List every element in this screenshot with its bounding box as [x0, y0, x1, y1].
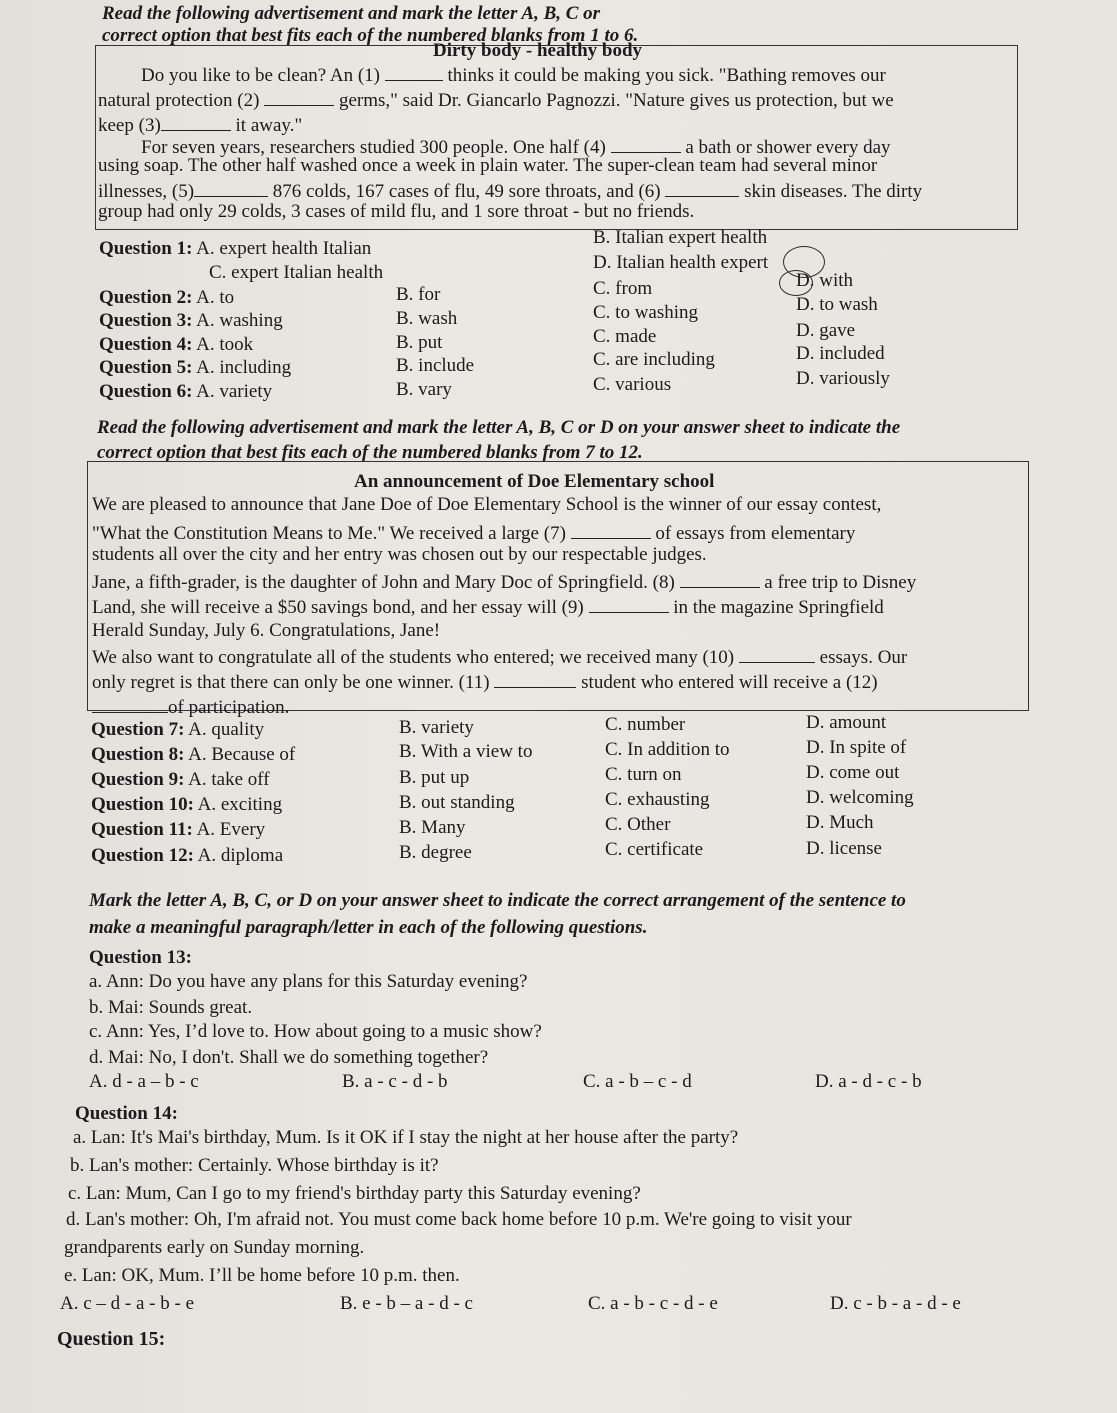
q12-option-c[interactable]: C. certificate	[605, 839, 704, 860]
q11-option-a[interactable]: A. Every	[196, 819, 266, 840]
q9-option-c[interactable]: C. turn on	[605, 764, 682, 785]
passage1-line6: illnesses, (5) 876 colds, 167 cases of flu, 49 sore throats, and (6) skin diseases. The dirty	[98, 177, 922, 203]
q14-line-b: b. Lan's mother: Certainly. Whose birthday is it?	[70, 1155, 439, 1176]
q12-option-d[interactable]: D. license	[806, 838, 882, 859]
q14-option-b[interactable]: B. e - b – a - d - c	[340, 1293, 473, 1314]
q6-label: Question 6:	[99, 381, 193, 402]
q14-option-d[interactable]: D. c - b - a - d - e	[830, 1293, 961, 1314]
q10-option-c[interactable]: C. exhausting	[605, 789, 710, 810]
answer-circle-mark	[779, 270, 813, 296]
passage1-line2: natural protection (2) germs," said Dr. Giancarlo Pagnozzi. "Nature gives us protection, but we	[98, 86, 894, 112]
q7-option-c[interactable]: C. number	[605, 714, 686, 735]
q13-option-d[interactable]: D. a - d - c - b	[815, 1071, 922, 1092]
q5-option-b[interactable]: B. include	[396, 355, 475, 376]
q13-option-a[interactable]: A. d - a – b - c	[89, 1071, 199, 1092]
q10-label: Question 10:	[91, 794, 194, 815]
passage2-line1: We are pleased to announce that Jane Doe of Doe Elementary School is the winner of our essay contest,	[92, 494, 882, 515]
q14-line-a: a. Lan: It's Mai's birthday, Mum. Is it OK if I stay the night at her house after the party?	[73, 1127, 739, 1148]
q7-option-a[interactable]: A. quality	[188, 719, 265, 740]
q10-option-d[interactable]: D. welcoming	[806, 787, 914, 808]
section2-instruction-line2: correct option that best fits each of the numbered blanks from 7 to 12.	[97, 442, 643, 463]
passage1-line5: using soap. The other half washed once a week in plain water. The super-clean team had several minor	[98, 155, 878, 176]
q4-option-a[interactable]: A. took	[196, 334, 254, 355]
q8-row	[91, 744, 295, 766]
q8-label: Question 8:	[91, 744, 185, 765]
q14-line-c: c. Lan: Mum, Can I go to my friend's birthday party this Saturday evening?	[68, 1183, 641, 1204]
q2-option-a[interactable]: A. to	[196, 287, 235, 308]
q6-option-b[interactable]: B. vary	[396, 379, 452, 400]
q1-row	[99, 238, 371, 260]
q5-row	[99, 357, 291, 379]
q8-option-d[interactable]: D. In spite of	[806, 737, 907, 758]
section1-passage-title: Dirty body - healthy body	[433, 40, 643, 61]
q9-option-d[interactable]: D. come out	[806, 762, 900, 783]
section3-instruction-line2: make a meaningful paragraph/letter in each of the following questions.	[89, 917, 648, 938]
q5-option-a[interactable]: A. including	[196, 357, 292, 378]
q3-option-a[interactable]: A. washing	[196, 310, 283, 331]
q4-option-d[interactable]: D. gave	[796, 320, 856, 341]
q7-label: Question 7:	[91, 719, 185, 740]
q4-option-b[interactable]: B. put	[396, 332, 443, 353]
q6-row	[99, 381, 272, 403]
q13-line-b: b. Mai: Sounds great.	[89, 997, 253, 1018]
q3-option-b[interactable]: B. wash	[396, 308, 458, 329]
passage2-line4: Jane, a fifth-grader, is the daughter of John and Mary Doc of Springfield. (8) a free trip to Disney	[92, 568, 916, 594]
q2-label: Question 2:	[99, 287, 193, 308]
q11-option-b[interactable]: B. Many	[399, 817, 466, 838]
q6-option-d[interactable]: D. variously	[796, 368, 890, 389]
q15-label: Question 15:	[57, 1328, 166, 1350]
q9-label: Question 9:	[91, 769, 185, 790]
q13-line-c: c. Ann: Yes, I’d love to. How about going to a music show?	[89, 1021, 542, 1042]
q12-row	[91, 845, 283, 867]
q6-option-a[interactable]: A. variety	[196, 381, 273, 402]
q13-option-b[interactable]: B. a - c - d - b	[342, 1071, 448, 1092]
q5-label: Question 5:	[99, 357, 193, 378]
q7-option-b[interactable]: B. variety	[399, 717, 474, 738]
q6-option-c[interactable]: C. various	[593, 374, 672, 395]
section1-instruction-line1: Read the following advertisement and mark the letter A, B, C or	[102, 3, 601, 24]
section3-instruction-line1: Mark the letter A, B, C, or D on your answer sheet to indicate the correct arrangement of the sentence to	[89, 890, 906, 911]
passage2-line5: Land, she will receive a $50 savings bond, and her essay will (9) in the magazine Springfield	[92, 593, 884, 619]
q14-line-d-cont: grandparents early on Sunday morning.	[64, 1237, 365, 1258]
section2-passage-title: An announcement of Doe Elementary school	[354, 471, 715, 492]
q8-option-c[interactable]: C. In addition to	[605, 739, 730, 760]
q8-option-b[interactable]: B. With a view to	[399, 741, 533, 762]
q4-label: Question 4:	[99, 334, 193, 355]
q12-label: Question 12:	[91, 845, 194, 866]
q1-label: Question 1:	[99, 238, 193, 259]
q11-label: Question 11:	[91, 819, 193, 840]
q1-option-c[interactable]: C. expert Italian health	[209, 262, 384, 283]
q12-option-a[interactable]: A. diploma	[197, 845, 284, 866]
q14-line-d: d. Lan's mother: Oh, I'm afraid not. You must come back home before 10 p.m. We're going to visit your	[66, 1209, 852, 1230]
q9-option-a[interactable]: A. take off	[188, 769, 270, 790]
passage2-line3: students all over the city and her entry was chosen out by our respectable judges.	[92, 544, 707, 565]
q1-option-a[interactable]: A. expert health Italian	[196, 238, 372, 259]
q2-option-b[interactable]: B. for	[396, 284, 441, 305]
q14-option-c[interactable]: C. a - b - c - d - e	[588, 1293, 718, 1314]
q10-option-a[interactable]: A. exciting	[197, 794, 283, 815]
q1-option-d[interactable]: D. Italian health expert	[593, 252, 769, 273]
q3-label: Question 3:	[99, 310, 193, 331]
q12-option-b[interactable]: B. degree	[399, 842, 472, 863]
q2-row	[99, 287, 234, 309]
q3-row	[99, 310, 283, 332]
passage2-line2: "What the Constitution Means to Me." We received a large (7) of essays from elementary	[92, 519, 855, 545]
q14-line-e: e. Lan: OK, Mum. I’ll be home before 10 p.m. then.	[64, 1265, 460, 1286]
passage2-line9: of participation.	[92, 693, 289, 719]
q1-option-b[interactable]: B. Italian expert health	[593, 227, 768, 248]
passage1-line1: Do you like to be clean? An (1) thinks it could be making you sick. "Bathing removes our	[141, 61, 886, 87]
q13-line-a: a. Ann: Do you have any plans for this Saturday evening?	[89, 971, 528, 992]
q3-option-c[interactable]: C. to washing	[593, 302, 699, 323]
q2-option-d[interactable]: D. with	[796, 270, 853, 291]
passage2-line6: Herald Sunday, July 6. Congratulations, Jane!	[92, 620, 441, 641]
passage1-line4: For seven years, researchers studied 300 people. One half (4) a bath or shower every day	[141, 133, 891, 159]
q5-option-d[interactable]: D. included	[796, 343, 885, 364]
q5-option-c[interactable]: C. are including	[593, 349, 715, 370]
q11-row	[91, 819, 265, 841]
q13-line-d: d. Mai: No, I don't. Shall we do something together?	[89, 1047, 489, 1068]
section2-instruction-line1: Read the following advertisement and mark the letter A, B, C or D on your answer sheet to indicate the	[97, 417, 901, 438]
q13-option-c[interactable]: C. a - b – c - d	[583, 1071, 692, 1092]
q4-row	[99, 334, 253, 356]
q13-label: Question 13:	[89, 947, 192, 968]
q9-row	[91, 769, 270, 791]
q7-option-d[interactable]: D. amount	[806, 712, 887, 733]
q2-option-c[interactable]: C. from	[593, 278, 653, 299]
passage2-line8: only regret is that there can only be one winner. (11) student who entered will receive a (12)	[92, 668, 878, 694]
q9-option-b[interactable]: B. put up	[399, 767, 470, 788]
q10-option-b[interactable]: B. out standing	[399, 792, 515, 813]
q7-row	[91, 719, 264, 741]
q11-option-c[interactable]: C. Other	[605, 814, 671, 835]
passage1-line3: keep (3) it away."	[98, 111, 302, 137]
q3-option-d[interactable]: D. to wash	[796, 294, 878, 315]
q11-option-d[interactable]: D. Much	[806, 812, 874, 833]
q8-option-a[interactable]: A. Because of	[188, 744, 296, 765]
passage1-line7: group had only 29 colds, 3 cases of mild flu, and 1 sore throat - but no friends.	[98, 201, 695, 222]
section1-instruction-line2: correct option that best fits each of the numbered blanks from 1 to 6.	[102, 25, 639, 46]
q4-option-c[interactable]: C. made	[593, 326, 657, 347]
q10-row	[91, 794, 282, 816]
passage2-line7: We also want to congratulate all of the students who entered; we received many (10) essays. Our	[92, 643, 907, 669]
q14-option-a[interactable]: A. c – d - a - b - e	[60, 1293, 195, 1314]
q14-label: Question 14:	[75, 1103, 178, 1124]
